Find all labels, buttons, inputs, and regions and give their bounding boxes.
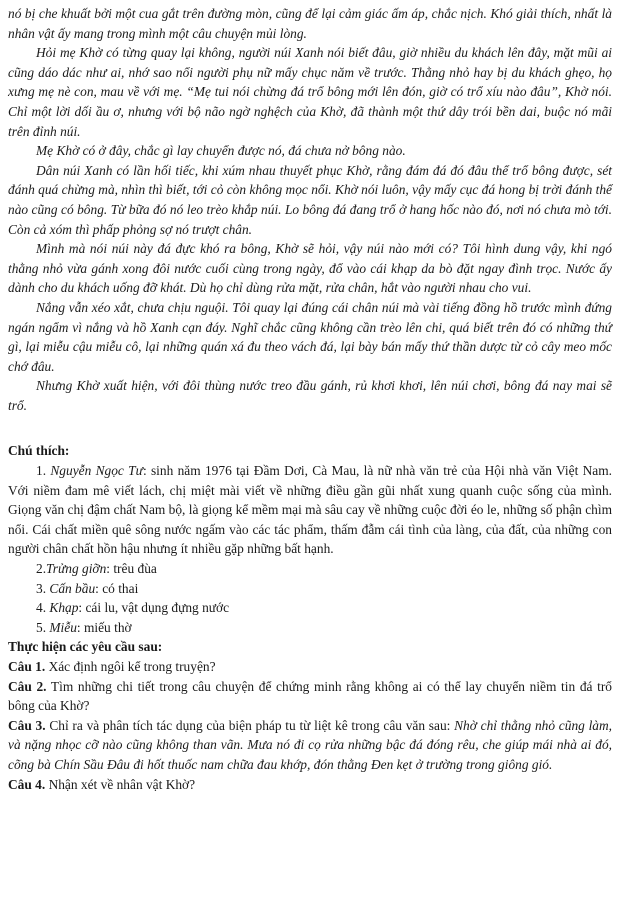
- note-number: 5.: [36, 619, 50, 635]
- question-label: Câu 1.: [8, 659, 46, 674]
- note-item: [8, 579, 612, 599]
- note-term: Cấn bầu: [49, 580, 96, 596]
- question-item: [8, 677, 612, 716]
- note-number: 3.: [36, 580, 50, 596]
- note-text: : cái lu, vật dụng đựng nước: [78, 600, 230, 616]
- note-term: Khạp: [49, 600, 79, 616]
- note-term: Trửng giỡn: [46, 561, 107, 577]
- note-number: 4.: [36, 600, 50, 616]
- note-item: [8, 598, 612, 618]
- note-item: [8, 618, 612, 638]
- story-paragraph: Nhưng Khờ xuất hiện, với đôi thùng nước treo đầu gánh, rủ khơi khơi, lên núi chơi, bông đá nay mai sẽ trổ.: [8, 378, 612, 413]
- note-text: : sinh năm 1976 tại Đầm Dơi, Cà Mau, là nữ nhà văn trẻ của Hội nhà văn Việt Nam. Với niềm đam mê viết lách, chị miệt mài viết về những điều gần gũi nhất xung quanh cuộc sống của mình. Giọng văn chị đậm chất Nam bộ, là giọng kể mềm mại mà sâu cay về những cuộc đời éo le, những số phận chìm nổi. Cái chất miền quê sông nước ngấm vào các tác phẩm, thấm đẫm cái tình của làng, của đất, của những con người chân chất hồn hậu nhưng ít nhiều gặp những bất hạnh.: [8, 463, 612, 557]
- story-paragraph: nó bị che khuất bởi một cua gắt trên đường mòn, cũng để lại cảm giác ấm áp, chắc nịch. Khó giải thích, nhất là nhân vật ấy mang trong mình một câu chuyện mủi lòng.: [8, 6, 612, 41]
- story-paragraph: Nắng vẫn xéo xắt, chưa chịu nguội. Tôi quay lại đúng cái chân núi mà vài tiếng đồng hồ trước mình đứng ngán ngẩm vì nắng và hồ Xanh cạn đáy. Nghĩ chắc cũng không cần trèo lên chi, quá biết trên đó có những thứ gì, lại miễu cậu miễu cô, lại những quán xá đu theo vách đá, lại bày bán mấy thứ thần dược từ cỏ cây meo mốc chớ đâu.: [8, 299, 612, 374]
- question-item: [8, 657, 612, 677]
- story-paragraph: Dân núi Xanh có lần hối tiếc, khi xúm nhau thuyết phục Khờ, rằng đám đá đó đâu thể trổ bông được, sét đánh quá chừng mà, nhìn thì biết, tới cỏ còn không mọc nổi. Khờ nói luôn, vậy mấy cục đá hong bị trời đánh thể nào cũng có bông. Từ bữa đó nó leo trèo khắp núi. Lo bông đá đang trổ ở hang hốc nào đó, nơi nó chưa mò tới. Còn cả xóm thì phấp phỏng sợ nó trượt chân.: [8, 162, 612, 237]
- spacer: [8, 415, 612, 441]
- note-number: 2.: [36, 561, 47, 577]
- note-text: : trêu đùa: [106, 561, 157, 577]
- question-text: Chỉ ra và phân tích tác dụng của biện pháp tu từ liệt kê trong câu văn sau:: [45, 717, 455, 733]
- question-text: Tìm những chi tiết trong câu chuyện để chứng minh rằng không ai có thể lay chuyển niềm tin đá trổ bông của Khờ?: [8, 678, 612, 714]
- story-paragraph: Mình mà nói núi này đá đực khó ra bông, Khờ sẽ hỏi, vậy núi nào mới có? Tôi hình dung vậy, khi ngó thằng nhỏ vừa gánh xong đôi nước cuối cùng trong ngày, đổ vào cái khạp da bò đặt ngay đình trọc. Nước ấy dành cho du khách uống đỡ khát. Dù họ chỉ dùng rửa mặt, rửa chân, hắt vào người nhau cho vui.: [8, 241, 612, 296]
- question-item: [8, 775, 612, 795]
- note-item: [8, 461, 612, 559]
- question-label: Câu 4.: [8, 776, 46, 792]
- tasks-heading: Thực hiện các yêu cầu sau:: [8, 639, 163, 655]
- question-text: Xác định ngôi kể trong truyện?: [45, 659, 216, 674]
- question-label: Câu 2.: [8, 678, 47, 694]
- story-paragraph: Mẹ Khờ có ở đây, chắc gì lay chuyển được nó, đá chưa nở bông nào.: [36, 143, 406, 159]
- story-paragraph: Hỏi mẹ Khờ có từng quay lại không, người núi Xanh nói biết đâu, giờ nhiều du khách lên đây, mặt mũi ai cũng dáo dác như ai, nhớ sao nổi người phụ nữ mấy chục năm về trước. Thằng nhỏ hay bị du khách ghẹo, họ xưng mẹ nè con, mau về với mẹ. “Mẹ tui nói chừng đá trổ bông mới lên đón, giờ có trổ xíu nào đâu”, Khờ nói. Chỉ một lời dối ầu ơ, nhưng với bộ não ngờ nghệch của Khờ, đã thành một thứ dây trói bền dai, buộc nó mãi trên đỉnh núi.: [8, 45, 612, 139]
- question-quote: Nhờ chỉ thằng nhỏ cũng làm, và nặng nhọc cỡ nào cũng không than vãn. Mưa nó đi cọ rửa những bậc đá đóng rêu, che giúp mái nhà ai đó, cõng bà Chín Sầu Đâu đi hốt thuốc nam chữa đau khớp, đón thằng Đen kẹt ở trường trong giông gió.: [8, 717, 613, 772]
- note-term: Miễu: [49, 619, 77, 635]
- note-item: [8, 559, 612, 579]
- question-item: [8, 716, 612, 775]
- note-text: : có thai: [95, 580, 139, 596]
- note-term: Nguyễn Ngọc Tư: [50, 463, 143, 479]
- question-label: Câu 3.: [8, 717, 46, 733]
- note-text: : miếu thờ: [76, 619, 132, 635]
- notes-heading: Chú thích:: [8, 443, 70, 459]
- question-text: Nhận xét về nhân vật Khờ?: [45, 776, 196, 792]
- note-number: 1.: [36, 463, 51, 479]
